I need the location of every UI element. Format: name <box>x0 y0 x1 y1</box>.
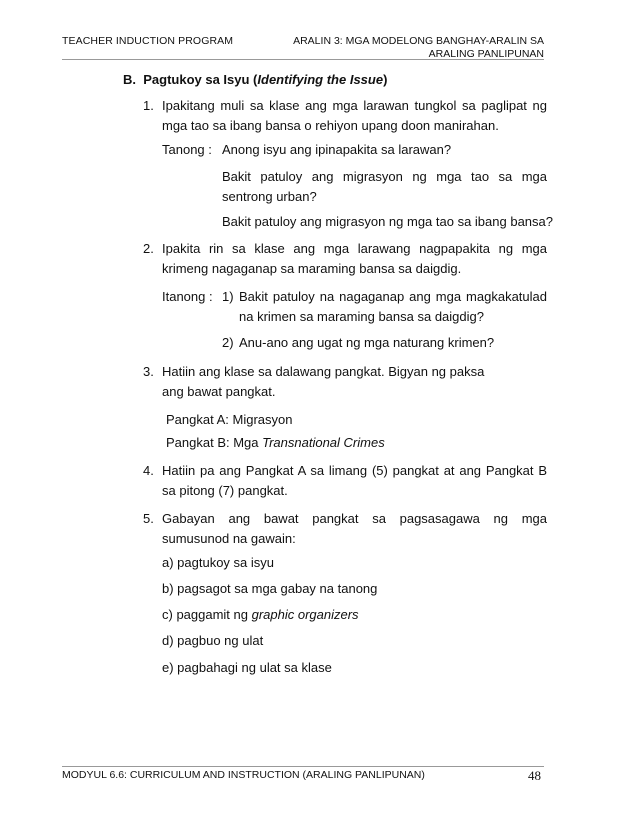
item-5-sub-c-italic: graphic organizers <box>251 607 359 622</box>
item-5-sub-c-prefix: c) paggamit ng <box>162 607 252 622</box>
item-number: 1. <box>143 98 154 113</box>
item-2-question-1-number: 1) <box>222 289 234 304</box>
item-1-text: Ipakitang muli sa klase ang mga larawan tungkol sa paglipat ng mga tao sa ibang bansa o rehiyon upang doon manirahan. <box>162 98 547 133</box>
item-3-group-b-italic: Transnational Crimes <box>262 435 385 450</box>
section-title <box>123 72 387 87</box>
section-title-end: ) <box>383 72 388 87</box>
item-1-question-label: Tanong : <box>162 142 212 157</box>
section-title-italic: Identifying the Issue <box>257 72 384 87</box>
item-2-question-label: Itanong : <box>162 289 213 304</box>
header-lesson-line2: ARALING PANLIPUNAN <box>428 48 544 60</box>
item-2-question-2: Anu-ano ang ugat ng mga naturang krimen? <box>239 335 495 350</box>
header-lesson-title <box>293 35 544 61</box>
item-number: 4. <box>143 463 154 478</box>
item-2-question-2-number: 2) <box>222 335 234 350</box>
item-1-question-3: Bakit patuloy ang migrasyon ng mga tao sa ibang bansa? <box>222 214 553 229</box>
item-2-question-1: Bakit patuloy na nagaganap ang mga magkakatulad na krimen sa maraming bansa sa daigdig? <box>239 289 547 324</box>
item-2-text: Ipakita rin sa klase ang mga larawang nagpapakita ng mga krimeng nagaganap sa maraming bansa sa daigdig. <box>162 241 547 276</box>
item-5-sub-a: a) pagtukoy sa isyu <box>162 555 275 570</box>
header-lesson-line1: ARALIN 3: MGA MODELONG BANGHAY-ARALIN SA <box>293 35 544 47</box>
item-3-group-b <box>166 433 385 453</box>
section-letter: B. <box>123 72 136 87</box>
item-number: 3. <box>143 364 154 379</box>
item-number: 5. <box>143 511 154 526</box>
header-program-title: TEACHER INDUCTION PROGRAM <box>62 35 234 47</box>
page-number: 48 <box>528 768 541 783</box>
item-5-sub-e: e) pagbahagi ng ulat sa klase <box>162 660 332 675</box>
item-5-sub-c <box>162 605 359 625</box>
section-title-text: Pagtukoy sa Isyu ( <box>143 72 258 87</box>
item-1-question-2: Bakit patuloy ang migrasyon ng mga tao sa mga sentrong urban? <box>222 169 547 204</box>
item-3-text: Hatiin ang klase sa dalawang pangkat. Bigyan ng paksa ang bawat pangkat. <box>162 364 485 399</box>
item-4-text: Hatiin pa ang Pangkat A sa limang (5) pangkat at ang Pangkat B sa pitong (7) pangkat. <box>162 463 547 498</box>
item-1-question-1: Anong isyu ang ipinapakita sa larawan? <box>222 142 452 157</box>
footer-module-title: MODYUL 6.6: CURRICULUM AND INSTRUCTION (ARALING PANLIPUNAN) <box>62 769 425 781</box>
item-5-sub-d: d) pagbuo ng ulat <box>162 633 264 648</box>
header-divider <box>62 59 544 60</box>
item-3-group-a: Pangkat A: Migrasyon <box>166 412 293 427</box>
item-5-sub-b: b) pagsagot sa mga gabay na tanong <box>162 581 378 596</box>
item-3-group-b-prefix: Pangkat B: Mga <box>166 435 263 450</box>
item-5-text: Gabayan ang bawat pangkat sa pagsasagawa ng mga sumusunod na gawain: <box>162 511 547 546</box>
footer-divider <box>62 766 544 767</box>
item-number: 2. <box>143 241 154 256</box>
